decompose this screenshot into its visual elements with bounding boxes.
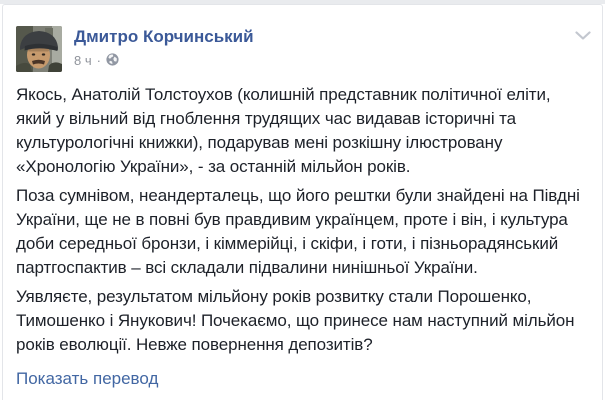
avatar-image — [16, 26, 62, 72]
avatar[interactable] — [16, 26, 62, 72]
translate-link[interactable]: Показать перевод — [16, 369, 159, 388]
chevron-down-icon — [575, 31, 591, 41]
post-paragraph: Якось, Анатолій Толстоухов (колишній представник політичної еліти, який у вільний від гноблення трудящих час видавав історичні та культурологічні книжки), подарував мені розкішну ілюстровану «Хронологію України», - за останній мільйон років. — [16, 85, 551, 176]
post-paragraph: Поза сумнівом, неандерталець, що його рештки були знайдені на Півдні України, ще не в повні був правдивим українцем, проте і він, і культура доби середньої бронзи, і кіммерійці, і скіфи, і готи, і пізньорадянський партгоспактив – всі складали підвалини нинішньої України. — [16, 186, 580, 277]
post-options-button[interactable] — [573, 29, 593, 43]
post-card — [2, 4, 603, 400]
post-header-texts — [74, 26, 254, 69]
globe-icon — [106, 53, 119, 69]
author-name-link[interactable]: Дмитро Корчинський — [74, 27, 254, 46]
post-text — [3, 72, 602, 357]
post-header — [3, 5, 602, 72]
post-meta — [74, 52, 254, 69]
timestamp[interactable]: 8 ч — [74, 52, 92, 68]
post-paragraph: Уявляєте, результатом мільйону років розвитку стали Порошенко, Тимошенко і Янукович! Почекаємо, що принесе нам наступний мільйон років еволюції. Невже повернення депозитів? — [16, 287, 575, 354]
meta-separator: · — [96, 52, 101, 68]
